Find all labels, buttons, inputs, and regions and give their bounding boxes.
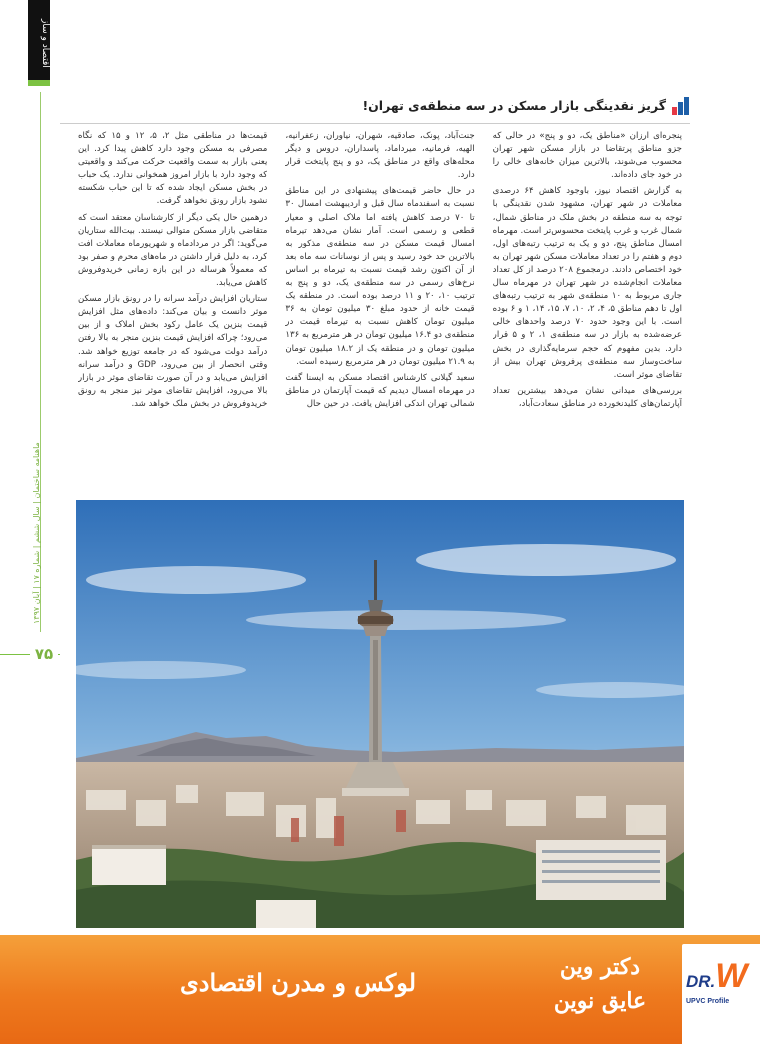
article-body [78, 130, 682, 500]
logo-dr-text: DR. [686, 972, 716, 991]
logo-subtitle: UPVC Profile [686, 998, 730, 1005]
article-column-3 [78, 130, 267, 500]
magazine-issue-info: ماهنامه ساختمان | سال ششم | شماره ۱۷ | آبان ۱۳۹۷ [32, 442, 41, 624]
paragraph: درهمین حال یکی دیگر از کارشناسان معتقد است که متقاضی بازار مسکن متوالی نیستند. بیت‌الله ستاریان می‌گوید: اگر در مردادماه و شهریورماه معاملات افت کرد، به دلیل قرار داشتن در ماه‌های محرم و صفر بود که معمولاً هرساله در این بازه زمانی خریدوفروش کاهش می‌یابد. [78, 212, 268, 289]
page-number: ۷۵ [30, 638, 58, 670]
article-column-2 [285, 130, 474, 500]
paragraph: سعید گیلانی کارشناس اقتصاد مسکن به ایسنا گفت در مهرماه امسال دیدیم که قیمت آپارتمان در مناطق شمالی تهران اندکی افزایش یافت. در حین حال [285, 372, 475, 409]
article-headline-row [60, 88, 690, 124]
paragraph: به گزارش اقتصاد نیوز، باوجود کاهش ۶۴ درصدی معاملات در شهر تهران، مشهود شدن نقدینگی با توجه به سه منطقه در بخش ملک در مناطق شمال، شمال غرب و غرب پایتخت محسوس‌تر است. مهرماه امسال مناطق پنج، دو و یک به ترتیب رتبه‌های اول، دوم و هفتم را در تعداد معاملات مسکن شهر تهران به خود اختصاص دادند. درمجموع ۲۰۸ درصد از کل تعداد معاملات انجام‌شده در شهر تهران در مهرماه سال جاری مربوط به ۱۰ منطقه‌ی شهر به ترتیب رتبه‌های اول تا دهم مناطق ۵، ۴، ۲، ۱۰، ۷، ۱۵، ۱۴، ۱ و ۶ بوده است. با این وجود حدود ۷۰ درصد واحدهای خالی عرضه‌شده به بازار در سه منطقه‌ی ۱، ۲ و ۵ قرار دارد. بدین مفهوم که حجم سرمایه‌گذاری در بخش ساخت‌وساز سه منطقه‌ی پرفروش تهران بیش از تقاضای موثر است. [492, 186, 682, 380]
ad-slogan: لوکس و مدرن اقتصادی [179, 968, 417, 997]
paragraph: جنت‌آباد، پونک، صادقیه، شهران، نیاوران، زعفرانیه، الهیه، فرمانیه، میرداماد، پاسداران، دروس و دیگر محله‌های واقع در مناطق یک، دو و پنج پایتخت قرار دارد. [285, 131, 475, 181]
ad-brand-name-fa [520, 950, 680, 1024]
paragraph: در حال حاضر قیمت‌های پیشنهادی در این مناطق نسبت به اسفندماه سال قبل و اردیبهشت امسال ۳۰ تا ۷۰ درصد کاهش یافته اما ملاک اصلی و معیار قطعی و رسمی است. آمار نشان می‌دهد تیرماه امسال قیمت مسکن در سه منطقه‌ی مذکور به بالاترین حد خود رسید و پس از نوسانات سه ماه بعد از آن اکنون رشد قیمت نسبت به تیرماه بر اساس نرخ‌های رسمی در سه منطقه‌ی یک، دو و پنج به ترتیب ۱۰، ۲۰ و ۱۱ درصد بوده است. در منطقه یک قیمت خانه از حدود مبلغ ۳۰ میلیون تومان به ۳۶ میلیون تومان کاهش نسبت به تیرماه قیمت در منطقه‌ی دو ۱۶.۴ میلیون تومان در هر مترمربع به ۱۳۶ میلیون تومان و در منطقه یک از ۱۸.۲ میلیون تومان به ۲۱.۹ میلیون تومان در هر مترمربع رسیده است. [285, 186, 475, 367]
logo-w-text: W [715, 957, 748, 995]
article-headline: گریز نقدینگی بازار مسکن در سه منطقه‌ی تهران! [362, 98, 666, 113]
paragraph: ستاریان افزایش درآمد سرانه را در رونق بازار مسکن موثر دانست و بیان می‌کند: داده‌های مثل افزایش قیمت بنزین یک عامل رکود بخش املاک و از بین می‌رود؛ چراکه افزایش قیمت بنزین منجر به بالا رفتن درآمد دولت می‌شود که در جامعه توزیع خواهد شد. وقتی انحصار از بین می‌رود، GDP و درآمد سرانه افزایش می‌یابد و در آن صورت تقاضای موثر در بازار بالا می‌رود، افزایش تقاضای موثر نیز منجر به رونق خریدوفروش در بخش ملک خواهد شد. [78, 294, 268, 409]
paragraph: پنجره‌ای ارزان «مناطق یک، دو و پنج» در حالی که جزو مناطق پرتقاضا در بازار مسکن شهر تهران محسوب می‌شوند، بالاترین میزان خانه‌های خالی را در خود جای داده‌اند. [492, 131, 682, 181]
article-column-1 [493, 130, 682, 500]
section-tab-label: اقتصاد و ساز [40, 18, 50, 68]
paragraph: بررسی‌های میدانی نشان می‌دهد بیشترین تعداد آپارتمان‌های کلیدنخورده در مناطق سعادت‌آباد، [492, 385, 682, 409]
paragraph: قیمت‌ها در مناطقی مثل ۲، ۵، ۱۲ و ۱۵ که نگاه مصرفی به مسکن وجود دارد کاهش پیدا کرد. این یعنی بازار به سمت واقعیت حرکت می‌کند و واقعیتی که وجود دارد با بازار امروز همخوانی ندارد. یک حباب در بخش مسکن ایجاد شده که تا این حباب شکسته نشود بازار رونق نخواهد گرفت. [78, 131, 268, 207]
bar-chart-icon [672, 97, 690, 115]
left-margin [0, 0, 60, 935]
drwin-logo [686, 956, 760, 996]
article-photo-tehran-skyline [76, 500, 684, 928]
section-tab [28, 0, 50, 86]
ad-brand-line-2: عایق نوین [553, 988, 647, 1014]
tehran-skyline-illustration [76, 500, 684, 928]
ad-brand-line-1: دکتر وین [559, 954, 641, 980]
